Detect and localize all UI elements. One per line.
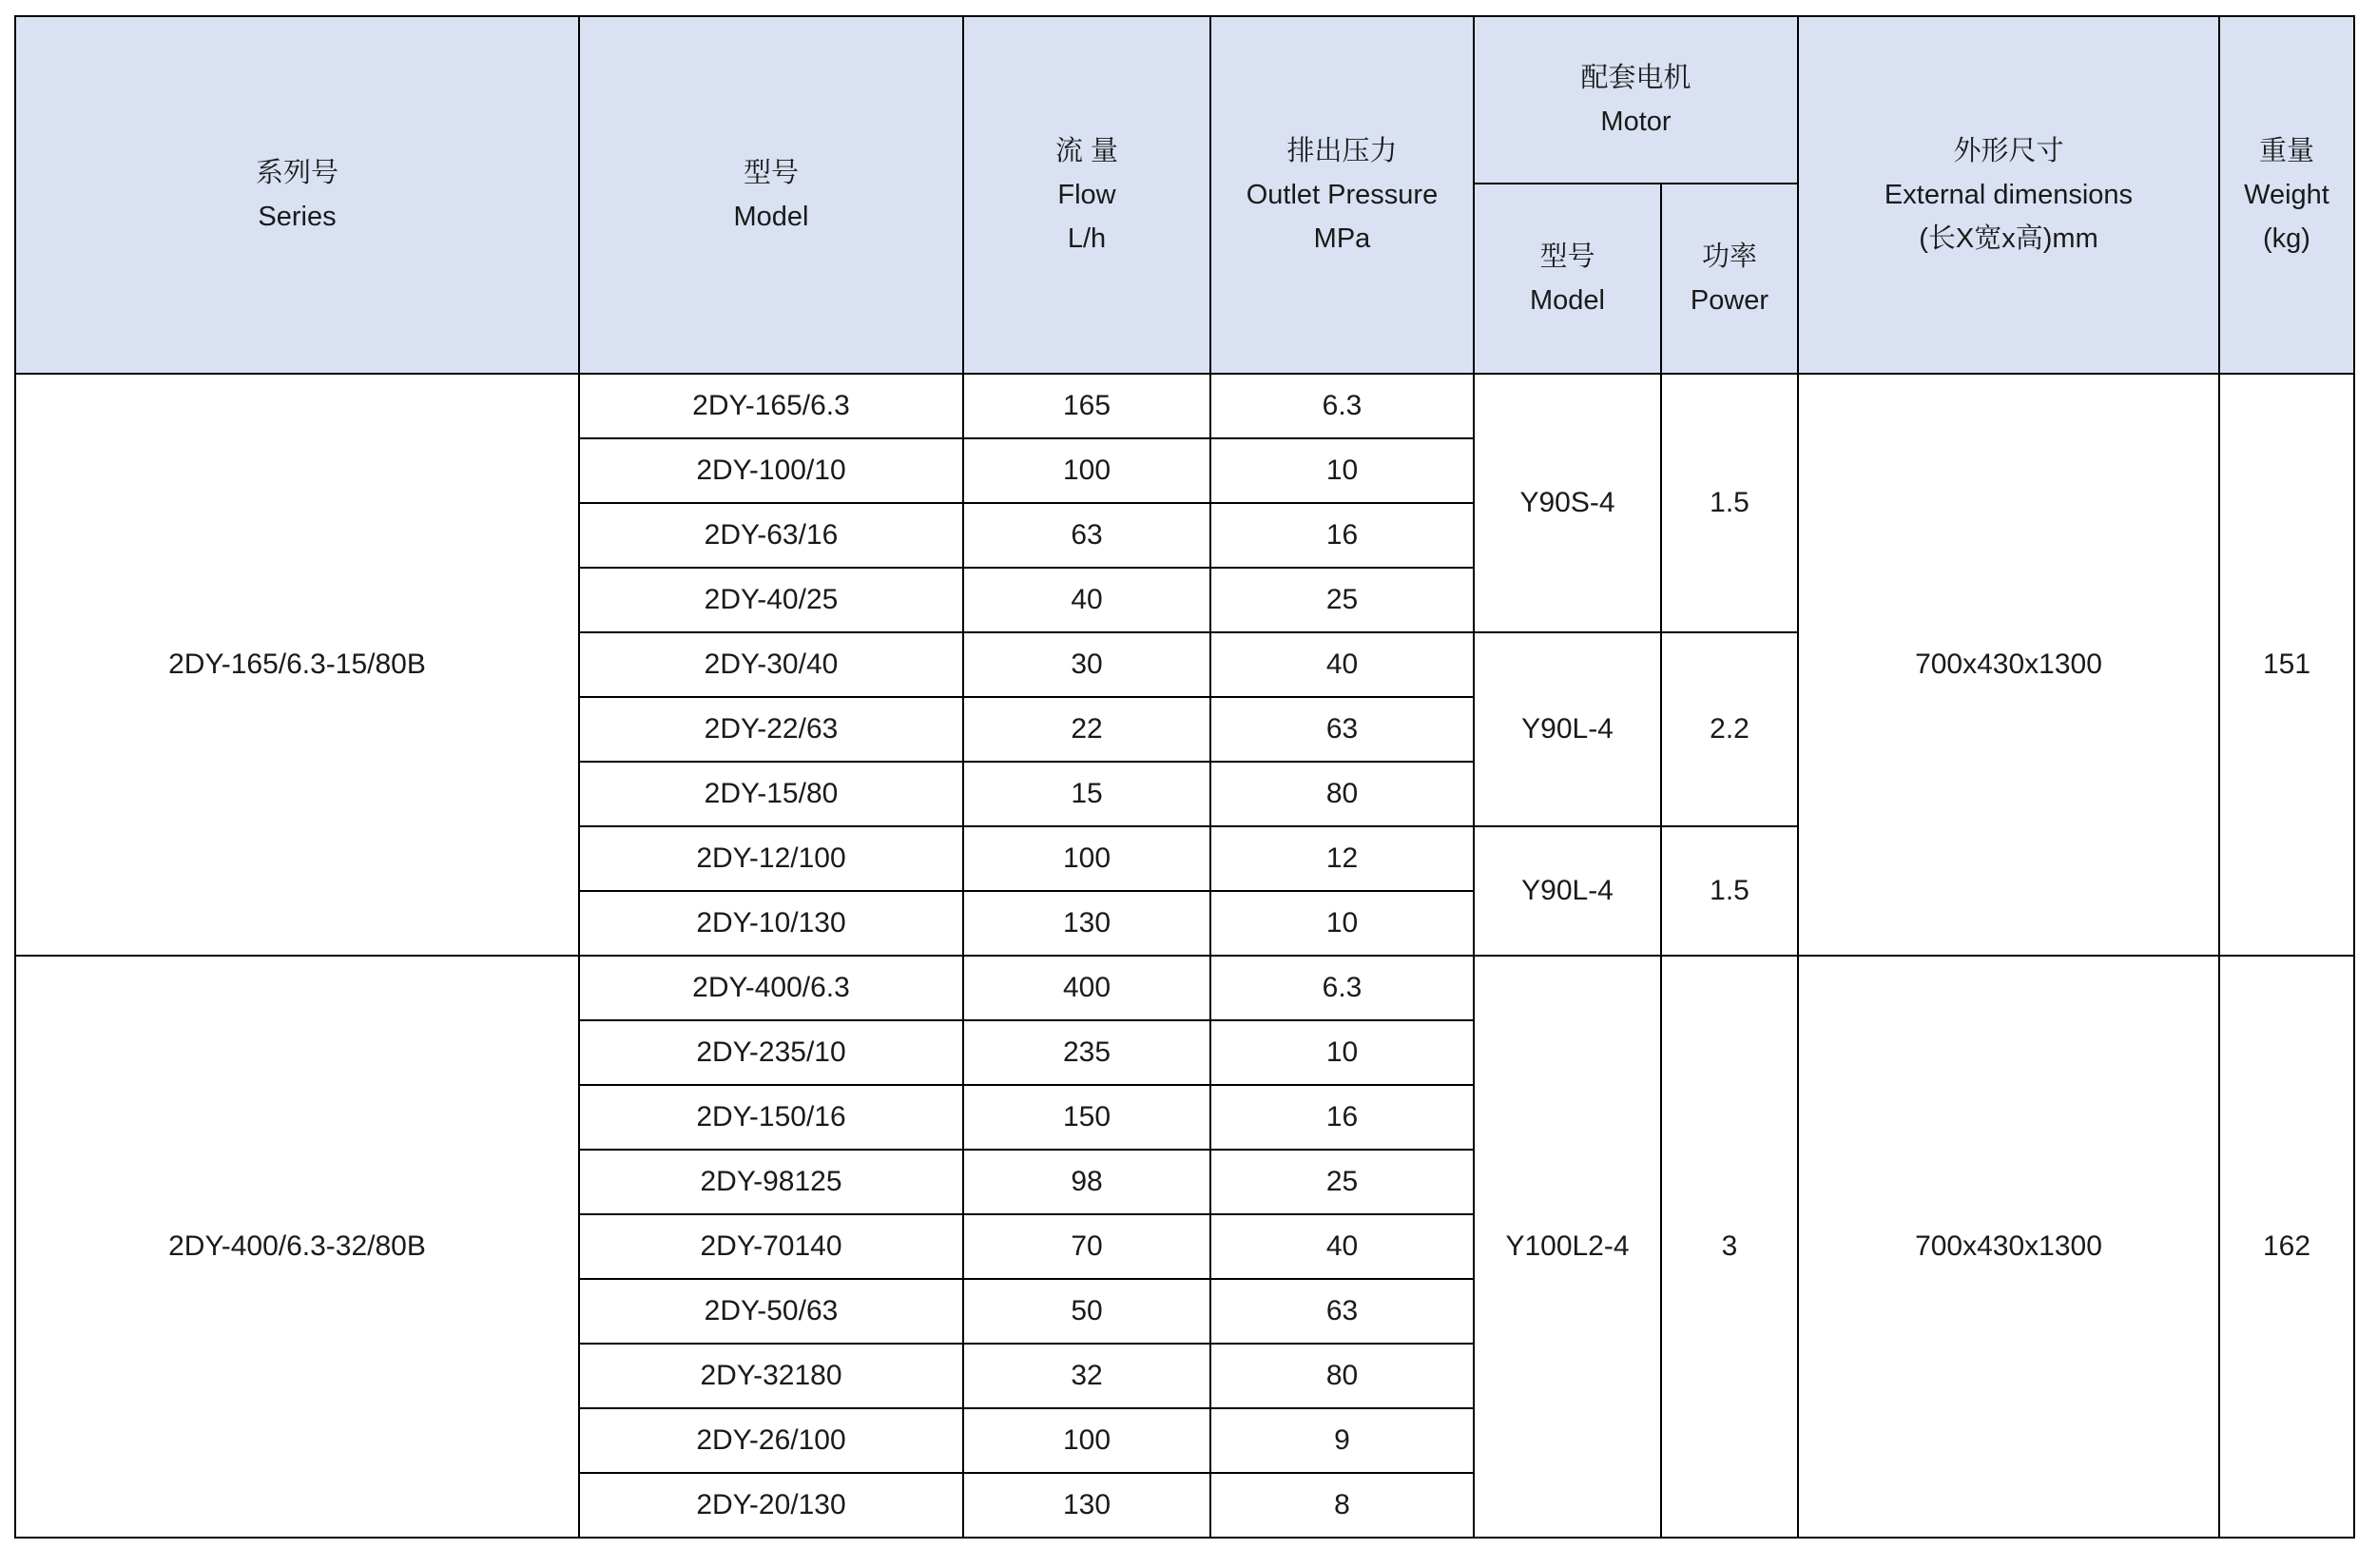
pressure-cell: 16	[1210, 503, 1474, 568]
flow-cell: 50	[963, 1279, 1210, 1344]
header-pressure	[1210, 16, 1474, 374]
dimensions-cell: 700x430x1300	[1798, 956, 2219, 1538]
header-series-zh: 系列号	[255, 158, 338, 188]
flow-cell: 100	[963, 438, 1210, 503]
model-cell: 2DY-30/40	[579, 632, 963, 697]
motor-power-cell: 1.5	[1661, 826, 1798, 956]
flow-cell: 98	[963, 1150, 1210, 1214]
pressure-cell: 10	[1210, 438, 1474, 503]
model-cell: 2DY-165/6.3	[579, 374, 963, 438]
header-motor-power-zh: 功率	[1701, 242, 1757, 272]
flow-cell: 40	[963, 568, 1210, 632]
header-weight-en: Weight	[2244, 180, 2329, 210]
model-cell: 2DY-70140	[579, 1214, 963, 1279]
page	[14, 15, 2355, 1539]
flow-cell: 130	[963, 891, 1210, 956]
flow-cell: 150	[963, 1085, 1210, 1150]
pressure-cell: 63	[1210, 1279, 1474, 1344]
header-dimensions	[1798, 16, 2219, 374]
header-weight	[2219, 16, 2354, 374]
pressure-cell: 63	[1210, 697, 1474, 762]
header-flow	[963, 16, 1210, 374]
motor-model-cell: Y90L-4	[1474, 632, 1661, 826]
pressure-cell: 16	[1210, 1085, 1474, 1150]
header-series	[15, 16, 579, 374]
pressure-cell: 10	[1210, 891, 1474, 956]
model-cell: 2DY-22/63	[579, 697, 963, 762]
weight-cell: 151	[2219, 374, 2354, 956]
header-weight-zh: 重量	[2258, 136, 2314, 166]
flow-cell: 165	[963, 374, 1210, 438]
pressure-cell: 6.3	[1210, 956, 1474, 1020]
model-cell: 2DY-400/6.3	[579, 956, 963, 1020]
model-cell: 2DY-20/130	[579, 1473, 963, 1538]
pressure-cell: 12	[1210, 826, 1474, 891]
pressure-cell: 80	[1210, 762, 1474, 826]
header-flow-unit: L/h	[1067, 223, 1107, 254]
flow-cell: 30	[963, 632, 1210, 697]
model-cell: 2DY-10/130	[579, 891, 963, 956]
dimensions-cell: 700x430x1300	[1798, 374, 2219, 956]
pressure-cell: 10	[1210, 1020, 1474, 1085]
header-motor-zh: 配套电机	[1580, 63, 1691, 93]
pressure-cell: 80	[1210, 1344, 1474, 1408]
spec-table	[14, 15, 2355, 1539]
model-cell: 2DY-63/16	[579, 503, 963, 568]
header-flow-en: Flow	[1057, 180, 1116, 210]
motor-model-cell: Y90S-4	[1474, 374, 1661, 632]
pressure-cell: 40	[1210, 1214, 1474, 1279]
header-dimensions-unit: (长X宽x高)mm	[1919, 223, 2098, 254]
header-motor	[1474, 16, 1798, 184]
model-cell: 2DY-15/80	[579, 762, 963, 826]
pressure-cell: 25	[1210, 568, 1474, 632]
pressure-cell: 6.3	[1210, 374, 1474, 438]
flow-cell: 32	[963, 1344, 1210, 1408]
header-model-en: Model	[733, 202, 809, 232]
model-cell: 2DY-32180	[579, 1344, 963, 1408]
header-weight-unit: (kg)	[2263, 223, 2310, 254]
header-series-en: Series	[258, 202, 337, 232]
motor-power-cell: 1.5	[1661, 374, 1798, 632]
flow-cell: 15	[963, 762, 1210, 826]
header-dimensions-zh: 外形尺寸	[1953, 136, 2064, 166]
model-cell: 2DY-50/63	[579, 1279, 963, 1344]
header-motor-en: Motor	[1600, 106, 1672, 137]
model-cell: 2DY-100/10	[579, 438, 963, 503]
header-motor-model-zh: 型号	[1539, 242, 1595, 272]
flow-cell: 235	[963, 1020, 1210, 1085]
header-pressure-en: Outlet Pressure	[1246, 180, 1439, 210]
header-model-zh: 型号	[743, 158, 799, 188]
motor-power-cell: 2.2	[1661, 632, 1798, 826]
header-flow-zh: 流 量	[1054, 136, 1119, 166]
flow-cell: 100	[963, 1408, 1210, 1473]
pressure-cell: 9	[1210, 1408, 1474, 1473]
flow-cell: 63	[963, 503, 1210, 568]
model-cell: 2DY-26/100	[579, 1408, 963, 1473]
pressure-cell: 40	[1210, 632, 1474, 697]
motor-model-cell: Y100L2-4	[1474, 956, 1661, 1538]
header-motor-model	[1474, 184, 1661, 374]
pressure-cell: 8	[1210, 1473, 1474, 1538]
flow-cell: 22	[963, 697, 1210, 762]
flow-cell: 400	[963, 956, 1210, 1020]
flow-cell: 100	[963, 826, 1210, 891]
header-motor-power-en: Power	[1690, 285, 1769, 316]
motor-model-cell: Y90L-4	[1474, 826, 1661, 956]
weight-cell: 162	[2219, 956, 2354, 1538]
model-cell: 2DY-150/16	[579, 1085, 963, 1150]
header-pressure-zh: 排出压力	[1286, 136, 1398, 166]
header-motor-model-en: Model	[1530, 285, 1605, 316]
flow-cell: 70	[963, 1214, 1210, 1279]
pressure-cell: 25	[1210, 1150, 1474, 1214]
series-cell: 2DY-400/6.3-32/80B	[15, 956, 579, 1538]
header-pressure-unit: MPa	[1313, 223, 1371, 254]
model-cell: 2DY-40/25	[579, 568, 963, 632]
model-cell: 2DY-98125	[579, 1150, 963, 1214]
series-cell: 2DY-165/6.3-15/80B	[15, 374, 579, 956]
flow-cell: 130	[963, 1473, 1210, 1538]
model-cell: 2DY-12/100	[579, 826, 963, 891]
model-cell: 2DY-235/10	[579, 1020, 963, 1085]
header-dimensions-en: External dimensions	[1884, 180, 2134, 210]
header-model	[579, 16, 963, 374]
motor-power-cell: 3	[1661, 956, 1798, 1538]
header-motor-power	[1661, 184, 1798, 374]
